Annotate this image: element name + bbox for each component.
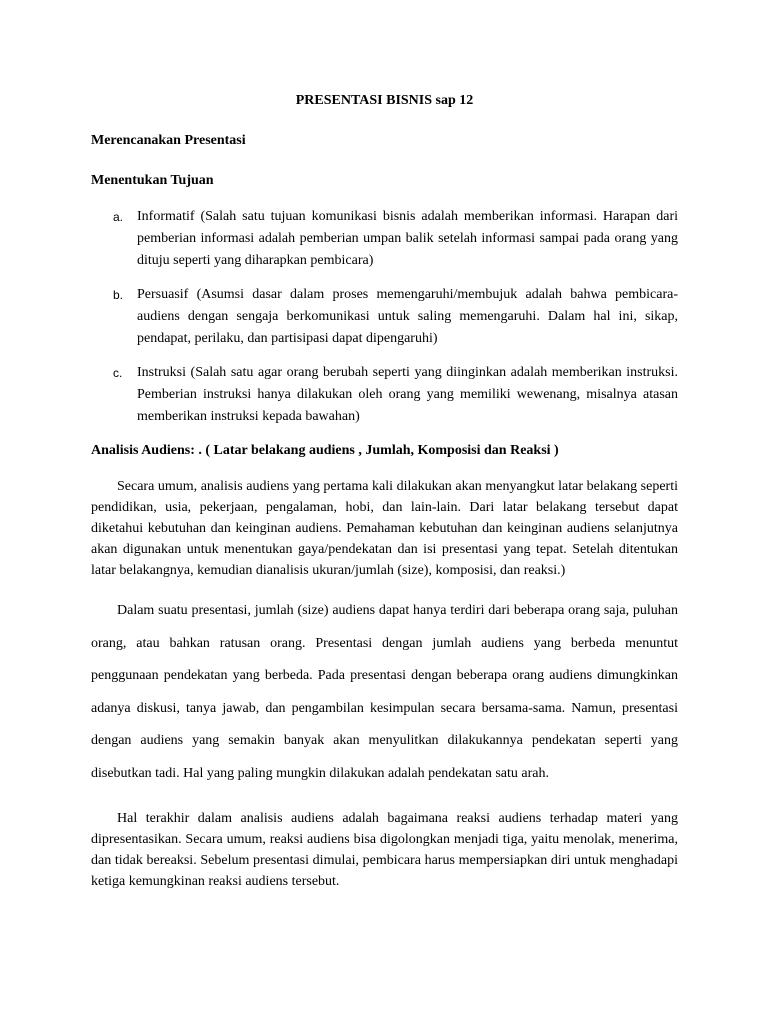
list-item xyxy=(91,284,678,350)
list-marker: c. xyxy=(113,366,123,380)
list-item-text: Informatif (Salah satu tujuan komunikasi bisnis adalah memberikan informasi. Harapan dari pemberian informasi adalah pemberian umpan balik setelah informasi sampai pada orang yang dituju seperti yang diharapkan pembicara) xyxy=(137,209,678,268)
objectives-list xyxy=(91,206,678,428)
list-item xyxy=(91,206,678,272)
paragraph-reaction: Hal terakhir dalam analisis audiens adalah bagaimana reaksi audiens terhadap materi yang dipresentasikan. Secara umum, reaksi audiens bisa digolongkan menjadi tiga, yaitu menolak, menerima, dan tidak bereaksi. Sebelum presentasi dimulai, pembicara harus mempersiapkan diri untuk menghadapi ketiga kemungkinan reaksi audiens tersebut. xyxy=(91,811,678,889)
list-item-text: Instruksi (Salah satu agar orang berubah seperti yang diinginkan adalah memberikan instruksi. Pemberian instruksi hanya dilakukan oleh orang yang memiliki wewenang, misalnya atasan memberikan instruksi kepada bawahan) xyxy=(137,365,678,424)
section-heading: Merencanakan Presentasi xyxy=(91,133,246,148)
subsection-heading: Menentukan Tujuan xyxy=(91,173,214,188)
list-marker: a. xyxy=(113,210,124,224)
paragraph-background: Secara umum, analisis audiens yang pertama kali dilakukan akan menyangkut latar belakang seperti pendidikan, usia, pekerjaan, pengalaman, hobi, dan lain-lain. Dari latar belakang tersebut dapat diketahui kebutuhan dan keinginan audiens. Pemahaman kebutuhan dan keinginan audiens selanjutnya akan digunakan untuk menentukan gaya/pendekatan dan isi presentasi yang tepat. Setelah ditentukan latar belakangnya, kemudian dianalisis ukuran/jumlah (size), komposisi, dan reaksi.) xyxy=(91,479,678,578)
audience-analysis-heading: Analisis Audiens: . ( Latar belakang audiens , Jumlah, Komposisi dan Reaksi ) xyxy=(91,443,559,458)
list-marker: b. xyxy=(113,288,124,302)
list-item xyxy=(91,362,678,428)
document-title: PRESENTASI BISNIS sap 12 xyxy=(295,93,474,108)
paragraph-size: Dalam suatu presentasi, jumlah (size) audiens dapat hanya terdiri dari beberapa orang saja, puluhan orang, atau bahkan ratusan orang. Presentasi dengan jumlah audiens yang berbeda menuntut penggunaan pendekatan yang berbeda. Pada presentasi dengan beberapa orang audiens dimungkinkan adanya diskusi, tanya jawab, dan pengambilan kesimpulan secara bersama-sama. Namun, presentasi dengan audiens yang semakin banyak akan menyulitkan dilakukannya pendekatan seperti yang disebutkan tadi. Hal yang paling mungkin dilakukan adalah pendekatan satu arah. xyxy=(91,603,678,781)
list-item-text: Persuasif (Asumsi dasar dalam proses memengaruhi/membujuk adalah bahwa pembicara-audiens dengan sengaja berkomunikasi untuk saling memengaruhi. Dalam hal ini, sikap, pendapat, perilaku, dan partisipasi dapat dipengaruhi) xyxy=(137,287,678,346)
document-body xyxy=(91,90,678,906)
